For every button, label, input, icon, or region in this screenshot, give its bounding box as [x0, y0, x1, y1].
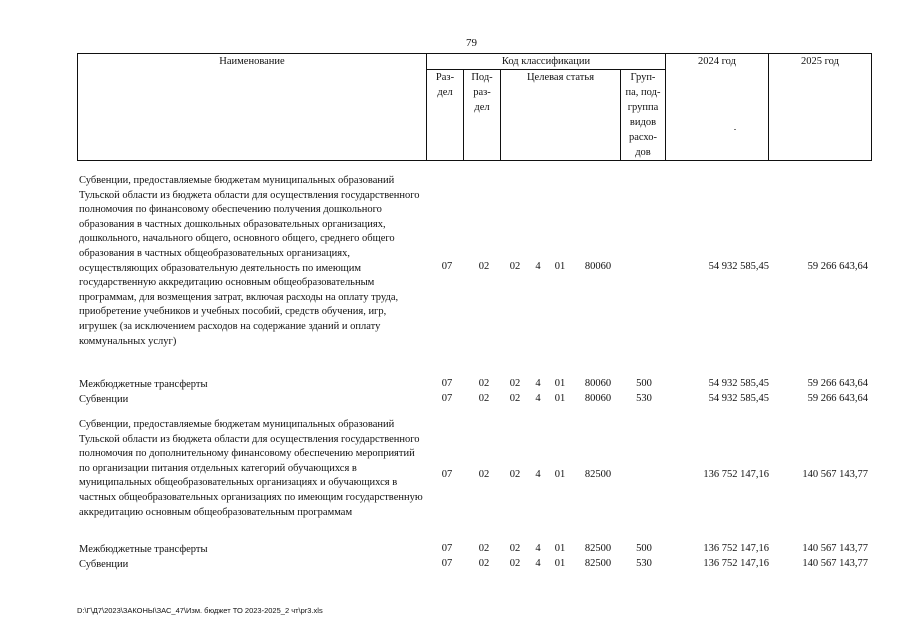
cell-target-2: 4: [535, 469, 541, 480]
cell-target-3: 01: [554, 393, 566, 404]
cell-target-4: 80060: [584, 393, 612, 404]
cell-podrazdel: 02: [478, 393, 490, 404]
cell-target-2: 4: [535, 393, 541, 404]
cell-podrazdel: 02: [478, 261, 490, 272]
header-target-article: Целевая статья: [501, 70, 621, 161]
cell-2025: 59 266 643,64: [807, 393, 868, 404]
cell-razdel: 07: [441, 469, 453, 480]
header-year-2024: 2024 год: [666, 54, 769, 161]
cell-group: 530: [636, 558, 652, 569]
header-year-2025: 2025 год: [769, 54, 872, 161]
cell-target-1: 02: [509, 393, 521, 404]
cell-target-3: 01: [554, 469, 566, 480]
cell-razdel: 07: [441, 393, 453, 404]
cell-razdel: 07: [441, 543, 453, 554]
cell-target-4: 82500: [584, 558, 612, 569]
cell-target-2: 4: [535, 378, 541, 389]
page-number: 79: [466, 37, 477, 49]
cell-2025: 140 567 143,77: [802, 469, 868, 480]
cell-2024: 54 932 585,45: [708, 378, 769, 389]
header-group: Груп- па, под- группа видов расхо- дов: [621, 70, 666, 161]
cell-target-2: 4: [535, 261, 541, 272]
row-name: Межбюджетные трансферты: [79, 379, 208, 390]
stray-dot: [734, 129, 736, 130]
row-name: Субвенции: [79, 559, 129, 570]
cell-target-1: 02: [509, 469, 521, 480]
cell-razdel: 07: [441, 378, 453, 389]
cell-razdel: 07: [441, 558, 453, 569]
header-razdel: Раз- дел: [427, 70, 464, 161]
cell-target-4: 80060: [584, 261, 612, 272]
cell-group: 530: [636, 393, 652, 404]
cell-2024: 136 752 147,16: [703, 558, 769, 569]
table-header: [77, 53, 872, 161]
cell-target-1: 02: [509, 543, 521, 554]
cell-target-3: 01: [554, 378, 566, 389]
row-name: Межбюджетные трансферты: [79, 544, 208, 555]
header-code-group: Код классификации: [427, 54, 666, 70]
cell-group: 500: [636, 543, 652, 554]
cell-target-4: 82500: [584, 469, 612, 480]
header-name: Наименование: [78, 54, 427, 161]
footer-file-path: D:\Г\Д7\2023\ЗАКОНЫ\ЗАС_47\Изм. бюджет ТО 2023-2025_2 чт\pr3.xls: [77, 606, 323, 615]
cell-2024: 136 752 147,16: [703, 543, 769, 554]
cell-target-3: 01: [554, 543, 566, 554]
cell-2025: 140 567 143,77: [802, 558, 868, 569]
cell-2024: 54 932 585,45: [708, 261, 769, 272]
header-podrazdel: Под- раз- дел: [464, 70, 501, 161]
cell-group: 500: [636, 378, 652, 389]
row-name: Субвенции: [79, 394, 129, 405]
cell-podrazdel: 02: [478, 378, 490, 389]
row-name: Субвенции, предоставляемые бюджетам муниципальных образований Тульской области из бюджета области для осуществления государственного полномочия по финансовому обеспечению получения дошкольного образования в частных дошкольных образовательных организациях, дошкольного, начального общего, основного общего, среднего общего образования в частных общеобразовательных организациях, осуществляющих образовательную деятельность по имеющим государственную аккредитацию основным общеобразовательным программам, для возмещения затрат, включая расходы на оплату труда, приобретение учебников и учебных пособий, средств обучения, игр, игрушек (за исключением расходов на содержание зданий и оплату коммунальных услуг): [79, 175, 420, 347]
cell-target-1: 02: [509, 558, 521, 569]
cell-podrazdel: 02: [478, 543, 490, 554]
cell-2025: 59 266 643,64: [807, 261, 868, 272]
cell-target-4: 80060: [584, 378, 612, 389]
cell-target-2: 4: [535, 558, 541, 569]
cell-2024: 136 752 147,16: [703, 469, 769, 480]
cell-podrazdel: 02: [478, 558, 490, 569]
cell-2025: 59 266 643,64: [807, 378, 868, 389]
cell-razdel: 07: [441, 261, 453, 272]
cell-target-1: 02: [509, 261, 521, 272]
cell-target-2: 4: [535, 543, 541, 554]
cell-target-3: 01: [554, 558, 566, 569]
cell-target-4: 82500: [584, 543, 612, 554]
cell-target-3: 01: [554, 261, 566, 272]
row-name: Субвенции, предоставляемые бюджетам муниципальных образований Тульской области из бюджета области для осуществления государственного полномочия по дополнительному финансовому обеспечению мероприятий по организации питания отдельных категорий обучающихся в муниципальных общеобразовательных организациях и обучающихся в частных общеобразовательных организациях по имеющим государственную аккредитацию основным общеобразовательным программам: [79, 419, 423, 518]
cell-2024: 54 932 585,45: [708, 393, 769, 404]
cell-target-1: 02: [509, 378, 521, 389]
cell-2025: 140 567 143,77: [802, 543, 868, 554]
cell-podrazdel: 02: [478, 469, 490, 480]
